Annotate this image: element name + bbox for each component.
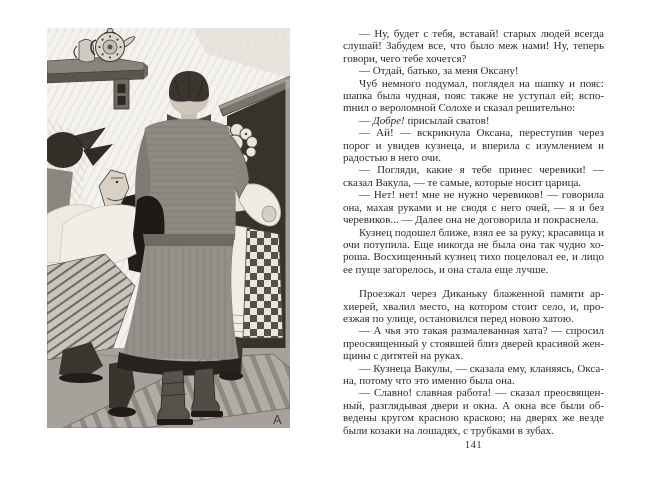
paragraph: Проезжал через Диканьку блаженной памяти архиерей, хвалил место, на котором стоит село, и, проезжая по улице, остановился перед новою хатою. bbox=[343, 288, 604, 325]
page-number: 141 bbox=[464, 440, 483, 451]
paragraph: — Отдай, батько, за меня Оксану! bbox=[359, 65, 519, 78]
paragraph: — Добре! присылай сватов! bbox=[359, 114, 490, 127]
paragraph: — Ай! — вскрикнула Оксана, переступив через порог и увидев кузнеца, и вперила с изумлением и радостью в него очи. bbox=[343, 127, 604, 165]
paragraph: — Нет! нет! мне не нужно черевиков! — говорила она, махая руками и не сводя с него очей, — я и без черевиков... — Далее она не договорила и покраснела. bbox=[343, 189, 604, 227]
illustration bbox=[47, 28, 290, 428]
paragraph: — А чья это такая размалеванная хата? — спросил преосвященный у стоявшей близ дверей красивой женщины с дитятей на руках. bbox=[343, 325, 604, 363]
artist-signature: А bbox=[273, 412, 282, 427]
right-page bbox=[322, 0, 645, 484]
paragraph: — Ну, будет с тебя, вставай! старых людей всегда слушай! Забудем все, что было меж нами! Ну, теперь говори, чего тебе хочется? bbox=[343, 28, 604, 65]
paragraph: — Кузнеца Вакулы, — сказала ему, кланяясь, Оксана, потому что это именно была она. bbox=[343, 362, 604, 387]
paragraph: Кузнец подошел ближе, взял ее за руку; красавица и очи потупила. Еще никогда не была она так чудно хороша. Восхищенный кузнец тихо поцеловал ее, и лицо ее пуще загорелось, и она стала еще лучше. bbox=[343, 226, 604, 276]
paragraph: — Погляди, какие я тебе принес черевики! — сказал Вакула, — те самые, которые носит царица. bbox=[343, 164, 604, 189]
paragraph: Чуб немного подумал, поглядел на шапку и пояс: шапка была чудная, пояс также не уступал ей; вспоmнил о вероломной Солохе и сказал решительно: bbox=[343, 77, 604, 115]
paragraph: — Славно! славная работа! — сказал преосвященный, разглядывая двери и окна. А окна все были обведены кругом красною краскою; на дверях же везде были козаки на лошадях, с трубками в зубах. bbox=[343, 387, 604, 437]
left-page bbox=[0, 0, 322, 484]
text-column bbox=[343, 28, 604, 437]
